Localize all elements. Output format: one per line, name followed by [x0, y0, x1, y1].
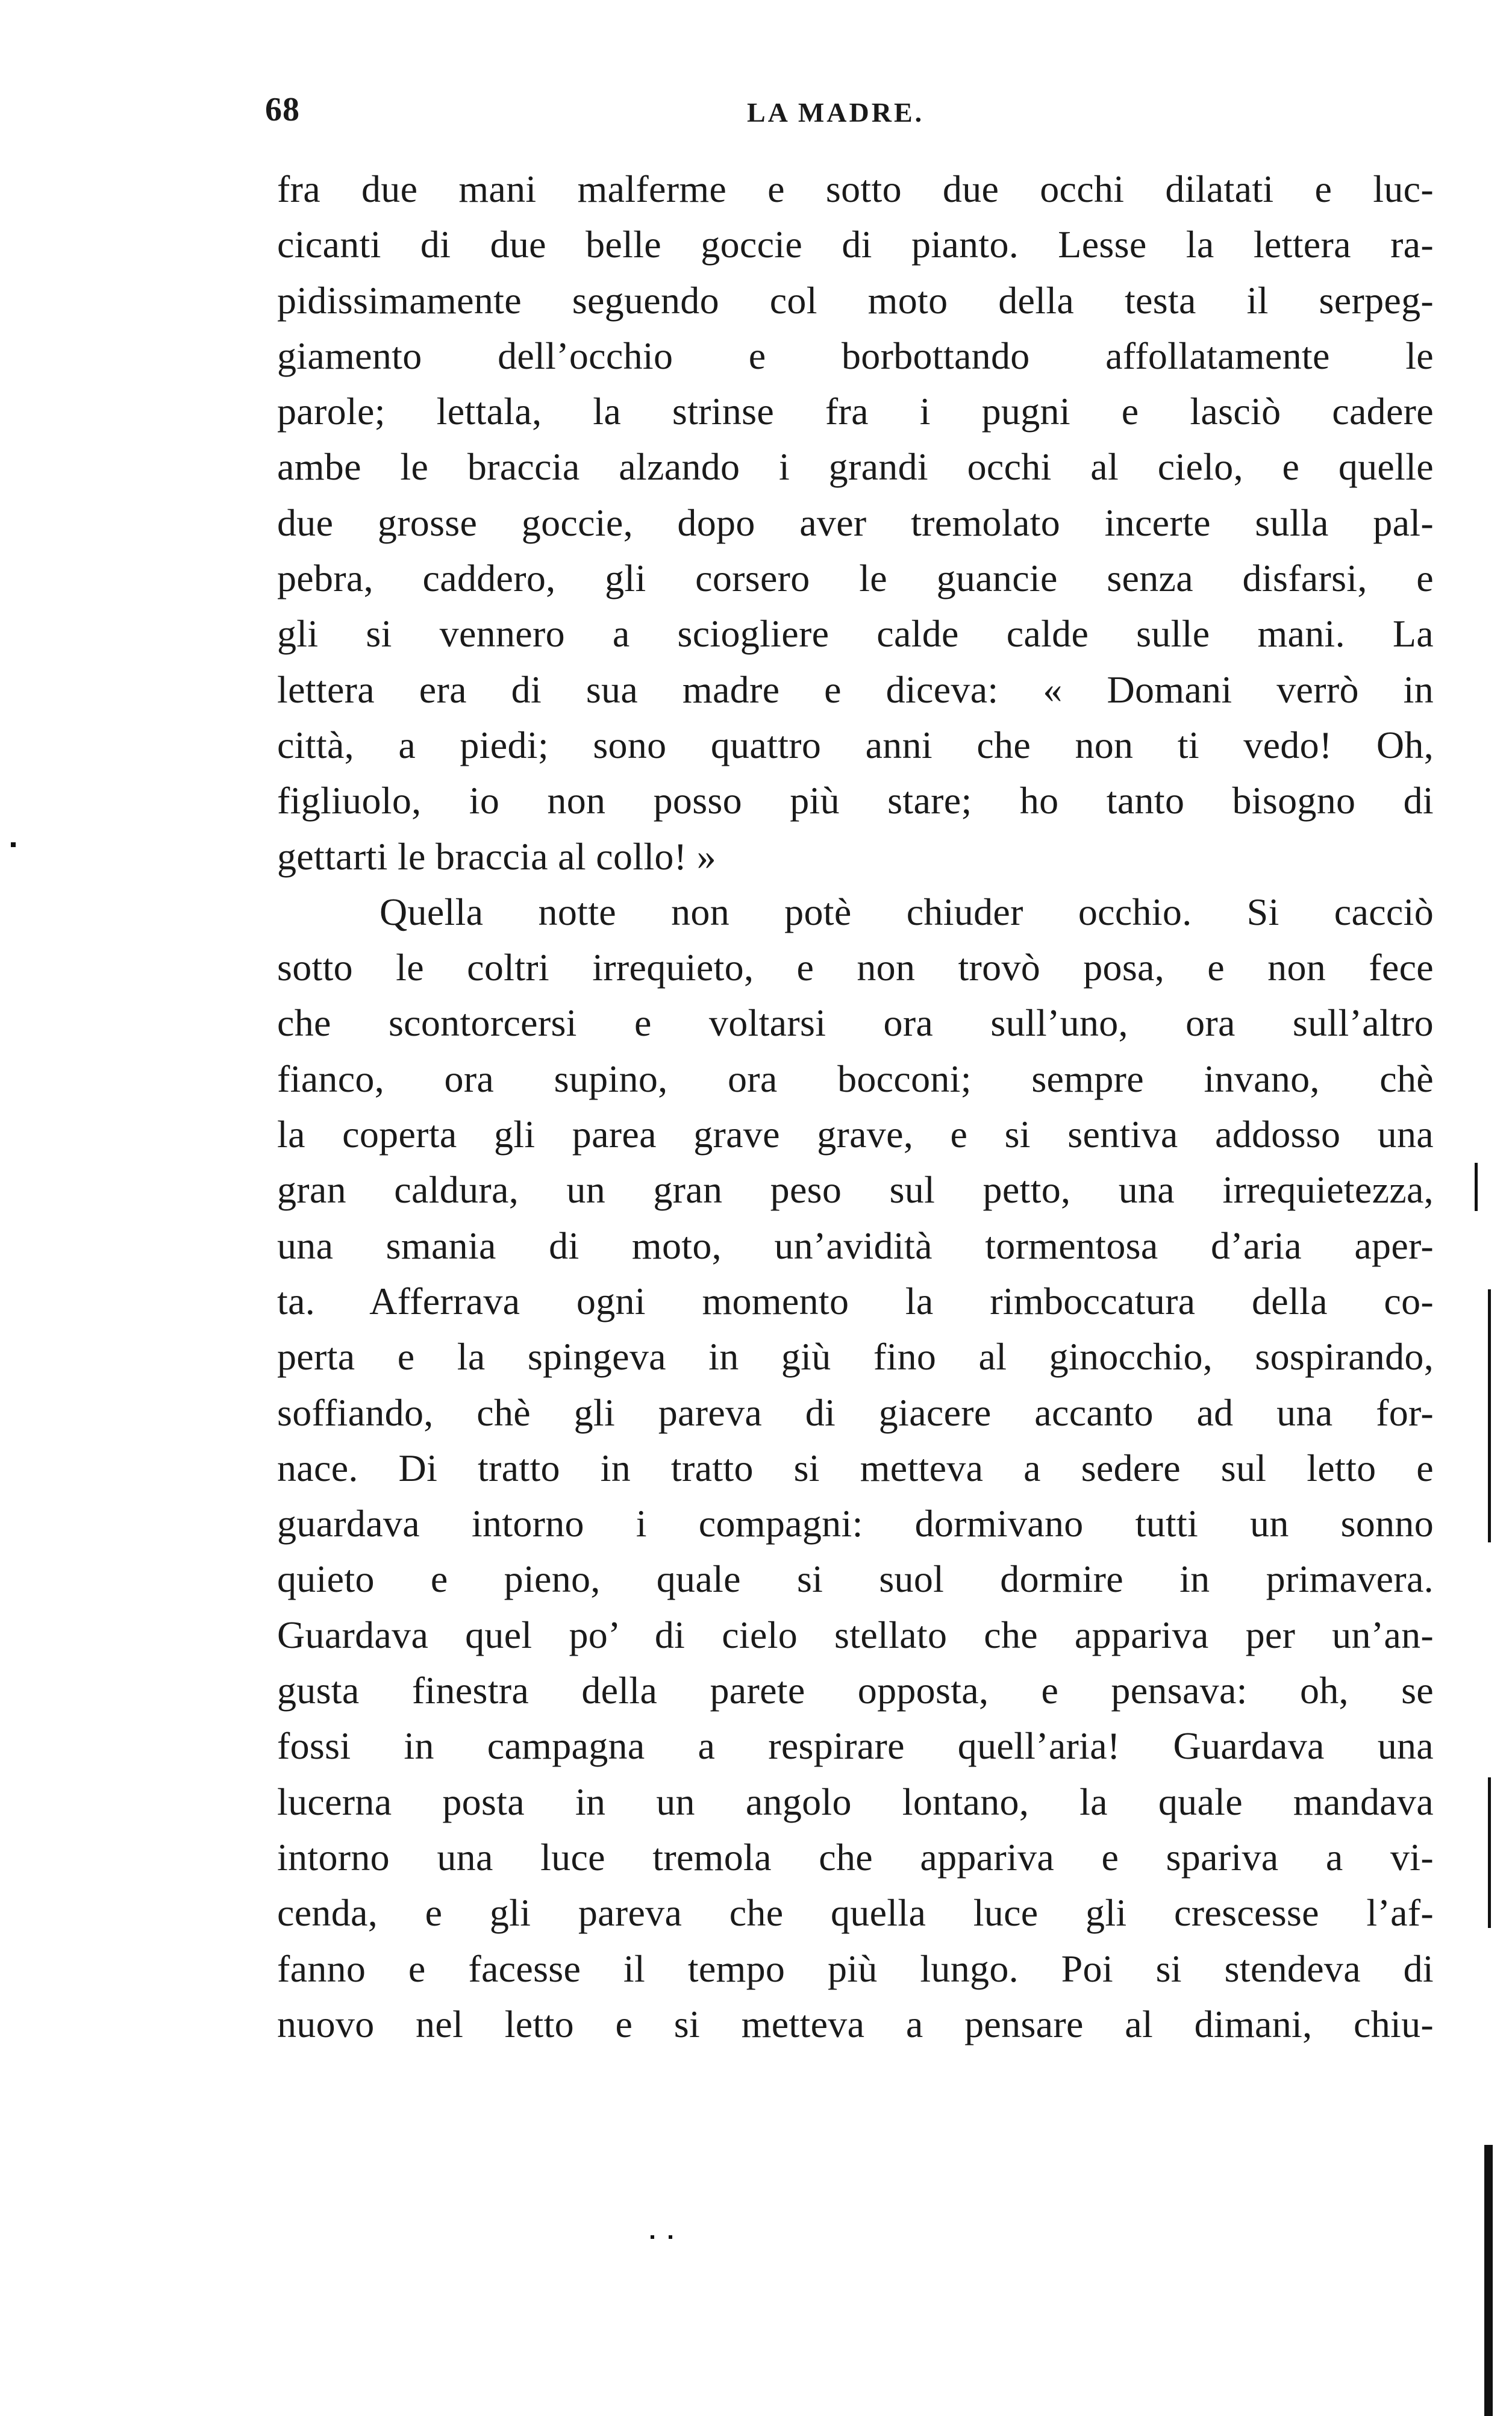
scan-artifact-mark — [669, 2235, 672, 2239]
body-text — [277, 161, 1434, 2052]
text-line: ambe le braccia alzando i grandi occhi al cielo, e quelle — [277, 445, 1434, 489]
text-line: la coperta gli parea grave grave, e si sentiva addosso una — [277, 1113, 1434, 1156]
text-line: gli si vennero a sciogliere calde calde sulle mani. La — [277, 612, 1434, 656]
text-line: soffiando, chè gli pareva di giacere accanto ad una for- — [277, 1391, 1434, 1434]
text-line: figliuolo, io non posso più stare; ho tanto bisogno di — [277, 779, 1434, 822]
page-number: 68 — [265, 91, 300, 128]
paragraph-start-line: Quella notte non potè chiuder occhio. Si cacciò — [380, 890, 1434, 933]
scan-artifact-mark — [1475, 1163, 1478, 1211]
scan-artifact-mark — [1484, 2145, 1493, 2416]
text-line: sotto le coltri irrequieto, e non trovò posa, e non fece — [277, 946, 1434, 989]
page-header — [265, 90, 1440, 145]
text-line: che scontorcersi e voltarsi ora sull’uno, ora sull’altro — [277, 1001, 1434, 1045]
text-line: parole; lettala, la strinse fra i pugni e lasciò cadere — [277, 390, 1434, 433]
scan-artifact-mark — [1488, 1777, 1491, 1928]
text-line: lettera era di sua madre e diceva: « Domani verrò in — [277, 668, 1434, 711]
scan-artifact-mark — [1488, 1289, 1491, 1542]
scan-artifact-mark — [651, 2235, 654, 2239]
text-line: una smania di moto, un’avidità tormentosa d’aria aper- — [277, 1224, 1434, 1267]
text-line: due grosse goccie, dopo aver tremolato incerte sulla pal- — [277, 501, 1434, 544]
text-line: città, a piedi; sono quattro anni che non ti vedo! Oh, — [277, 723, 1434, 766]
text-line: pidissimamente seguendo col moto della testa il serpeg- — [277, 278, 1434, 322]
text-line: ta. Afferrava ogni momento la rimboccatura della co- — [277, 1279, 1434, 1322]
text-line: cicanti di due belle goccie di pianto. Lesse la lettera ra- — [277, 223, 1434, 266]
text-line: nuovo nel letto e si metteva a pensare al dimani, chiu- — [277, 2002, 1434, 2045]
scan-artifact-mark — [11, 842, 16, 847]
text-line: fra due mani malferme e sotto due occhi dilatati e luc- — [277, 167, 1434, 210]
text-line: cenda, e gli pareva che quella luce gli crescesse l’af- — [277, 1891, 1434, 1935]
text-line: lucerna posta in un angolo lontano, la quale mandava — [277, 1780, 1434, 1823]
text-line: intorno una luce tremola che appariva e spariva a vi- — [277, 1835, 1434, 1879]
text-line: fossi in campagna a respirare quell’aria! Guardava una — [277, 1724, 1434, 1768]
text-line: fianco, ora supino, ora bocconi; sempre invano, chè — [277, 1057, 1434, 1100]
text-line: quieto e pieno, quale si suol dormire in primavera. — [277, 1557, 1434, 1601]
running-title: LA MADRE. — [747, 97, 925, 128]
text-line: gettarti le braccia al collo! » — [277, 834, 716, 878]
text-line: nace. Di tratto in tratto si metteva a sedere sul letto e — [277, 1446, 1434, 1489]
text-line: perta e la spingeva in giù fino al ginocchio, sospirando, — [277, 1335, 1434, 1379]
text-line: pebra, caddero, gli corsero le guancie senza disfarsi, e — [277, 557, 1434, 600]
text-line: gusta finestra della parete opposta, e pensava: oh, se — [277, 1669, 1434, 1712]
text-line: guardava intorno i compagni: dormivano tutti un sonno — [277, 1502, 1434, 1545]
text-line: fanno e facesse il tempo più lungo. Poi si stendeva di — [277, 1947, 1434, 1990]
text-line: giamento dell’occhio e borbottando affollatamente le — [277, 334, 1434, 377]
text-line: gran caldura, un gran peso sul petto, una irrequietezza, — [277, 1168, 1434, 1212]
text-line: Guardava quel po’ di cielo stellato che appariva per un’an- — [277, 1613, 1434, 1656]
